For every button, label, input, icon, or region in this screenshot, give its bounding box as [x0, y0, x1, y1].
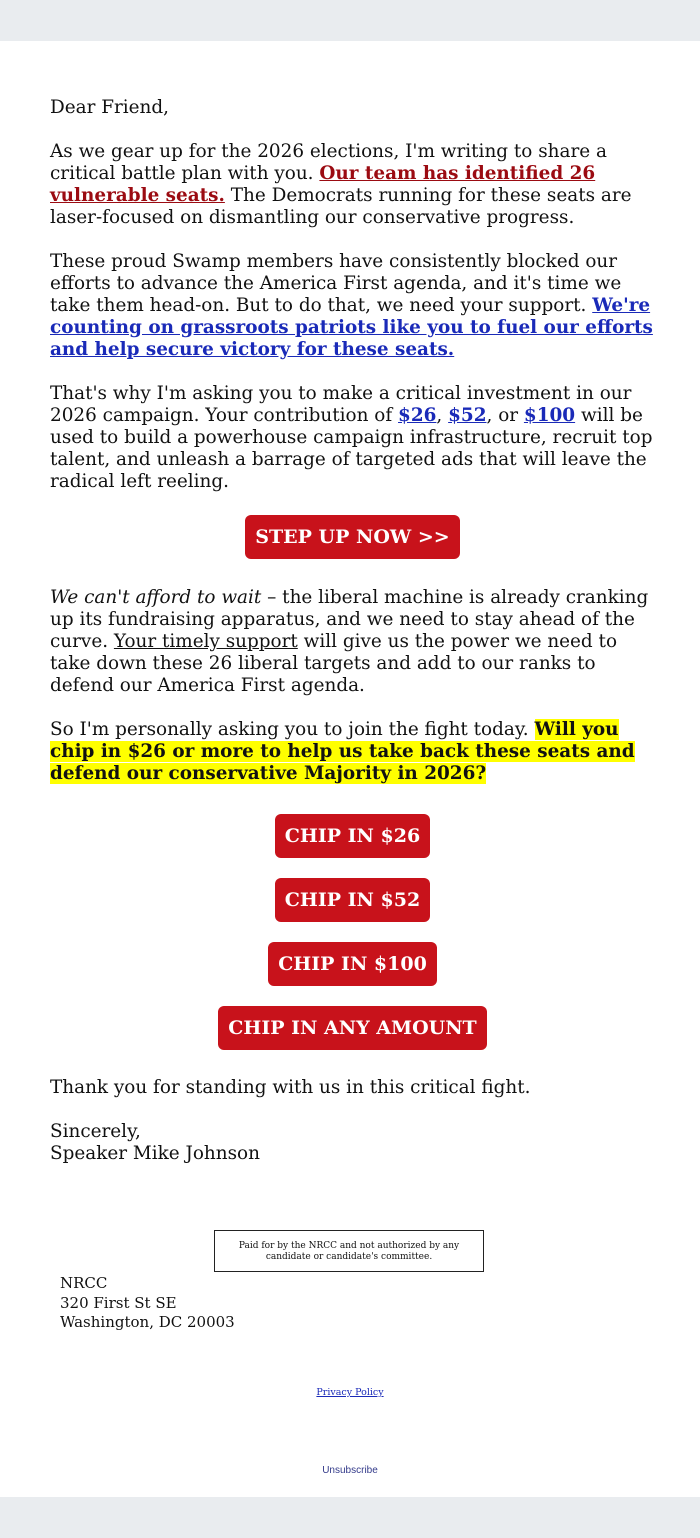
address-city: Washington, DC 20003 [60, 1313, 235, 1331]
thanks-line: Thank you for standing with us in this critical fight. [50, 1077, 531, 1098]
paragraph-4 [50, 587, 655, 697]
p4-italic: We can't afford to wait [50, 587, 262, 608]
paragraph-5 [50, 719, 655, 785]
chip-100-wrap [50, 942, 655, 986]
chip-in-26-button[interactable]: CHIP IN $26 [275, 814, 430, 858]
amount-52-link[interactable]: $52 [448, 405, 487, 426]
main-cta-wrap [50, 515, 655, 559]
signoff: Sincerely, [50, 1121, 141, 1142]
chip-in-100-button[interactable]: CHIP IN $100 [268, 942, 437, 986]
p3-sep-2: , or [486, 405, 524, 426]
vulnerable-seats-link[interactable]: Our team has identified 26 vulnerable seats. [50, 163, 596, 206]
letter-content [50, 97, 655, 1165]
p1-text-a: As we gear up for the 2026 elections, I'm writing to share a critical battle plan with you. [50, 141, 607, 184]
amount-26-link[interactable]: $26 [398, 405, 437, 426]
p1-text-b: The Democrats running for these seats are laser-focused on dismantling our conservative progress. [50, 185, 632, 228]
paragraph-3 [50, 383, 655, 493]
signature: Speaker Mike Johnson [50, 1143, 260, 1164]
chip-26-wrap [50, 814, 655, 858]
email-body [0, 41, 700, 1497]
top-margin [0, 0, 700, 41]
p2-text-a: These proud Swamp members have consistently blocked our efforts to advance the America First agenda, and it's time we take them head-on. But to do that, we need your support. [50, 251, 622, 316]
p3-sep-1: , [436, 405, 449, 426]
p5-text-a: So I'm personally asking you to join the fight today. [50, 719, 535, 740]
bottom-margin [0, 1497, 700, 1538]
p3-text-a: That's why I'm asking you to make a critical investment in our 2026 campaign. Your contribution of [50, 383, 632, 426]
chip-any-wrap [50, 1006, 655, 1050]
chip-52-wrap [50, 878, 655, 922]
timely-support-text: Your timely support [113, 631, 298, 652]
chip-in-any-amount-button[interactable]: CHIP IN ANY AMOUNT [218, 1006, 486, 1050]
amount-100-link[interactable]: $100 [523, 405, 576, 426]
p4-text-b: will give us the power we need to take down these 26 liberal targets and add to our ranks to defend our America First agenda. [50, 631, 618, 696]
privacy-wrap [0, 1387, 700, 1398]
paragraph-2 [50, 251, 655, 361]
step-up-now-button[interactable]: STEP UP NOW >> [245, 515, 459, 559]
p4-text-a: – the liberal machine is already cranking up its fundraising apparatus, and we need to stay ahead of the curve. [50, 587, 649, 652]
privacy-policy-link[interactable]: Privacy Policy [316, 1387, 384, 1398]
p3-text-b: will be used to build a powerhouse campaign infrastructure, recruit top talent, and unleash a barrage of targeted ads that will leave the radical left reeling. [50, 405, 653, 492]
paragraph-1 [50, 141, 655, 229]
address-org: NRCC [60, 1274, 108, 1292]
unsubscribe-link[interactable]: Unsubscribe [322, 1465, 378, 1476]
grassroots-link[interactable]: We're counting on grassroots patriots like you to fuel our efforts and help secure victory for these seats. [50, 295, 653, 360]
highlighted-ask: Will you chip in $26 or more to help us take back these seats and defend our conservative Majority in 2026? [50, 719, 635, 784]
greeting: Dear Friend, [50, 97, 170, 118]
chip-in-52-button[interactable]: CHIP IN $52 [275, 878, 430, 922]
mailing-address [60, 1274, 235, 1333]
address-street: 320 First St SE [60, 1293, 177, 1312]
paid-for-disclaimer: Paid for by the NRCC and not authorized by any candidate or candidate's committee. [214, 1230, 484, 1272]
